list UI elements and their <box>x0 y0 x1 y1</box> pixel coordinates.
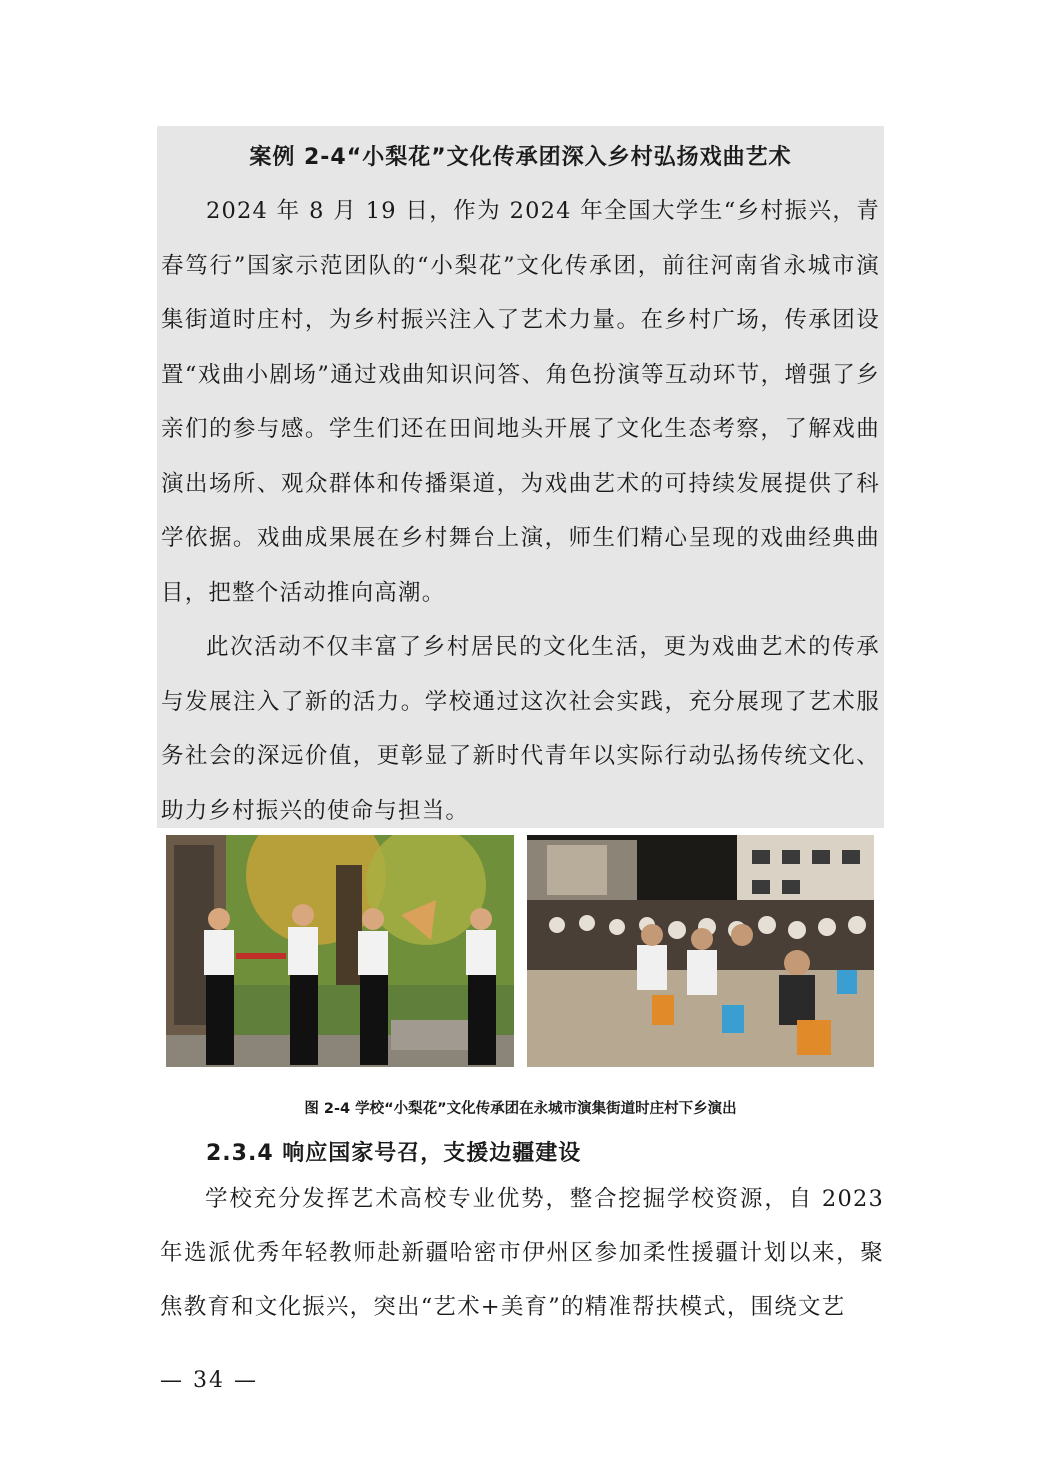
page-number: — 34 — <box>160 1368 258 1393</box>
figure-caption: 图 2-4 学校“小梨花”文化传承团在永城市演集街道时庄村下乡演出 <box>304 1101 737 1117</box>
performers-photo <box>166 835 514 1067</box>
section-heading: 2.3.4 响应国家号召，支援边疆建设 <box>206 1141 582 1166</box>
case-paragraph-1: 2024 年 8 月 19 日，作为 2024 年全国大学生“乡村振兴，青春笃行”国家示范团队的“小梨花”文化传承团，前往河南省永城市演集街道时庄村，为乡村振兴注入了艺术力量。在乡村广场，传承团设置“戏曲小剧场”通过戏曲知识问答、角色扮演等互动环节，增强了乡亲们的参与感。学生们还在田间地头开展了文化生态考察，了解戏曲演出场所、观众群体和传播渠道，为戏曲艺术的可持续发展提供了科学依据。戏曲成果展在乡村舞台上演，师生们精心呈现的戏曲经典曲目，把整个活动推向高潮。 <box>161 198 880 606</box>
audience-photo <box>527 835 874 1067</box>
case-box <box>157 126 884 828</box>
case-paragraph-2: 此次活动不仅丰富了乡村居民的文化生活，更为戏曲艺术的传承与发展注入了新的活力。学校通过这次社会实践，充分展现了艺术服务社会的深远价值，更彰显了新时代青年以实际行动弘扬传统文化、助力乡村振兴的使命与担当。 <box>161 634 880 824</box>
section-body <box>160 1172 884 1334</box>
case-title: 案例 2-4“小梨花”文化传承团深入乡村弘扬戏曲艺术 <box>249 145 792 170</box>
figure-photos <box>166 835 874 1067</box>
section-paragraph: 学校充分发挥艺术高校专业优势，整合挖掘学校资源，自 2023 年选派优秀年轻教师赴新疆哈密市伊州区参加柔性援疆计划以来，聚焦教育和文化振兴，突出“艺术+美育”的精准帮扶模式，围绕文艺 <box>160 1186 884 1320</box>
